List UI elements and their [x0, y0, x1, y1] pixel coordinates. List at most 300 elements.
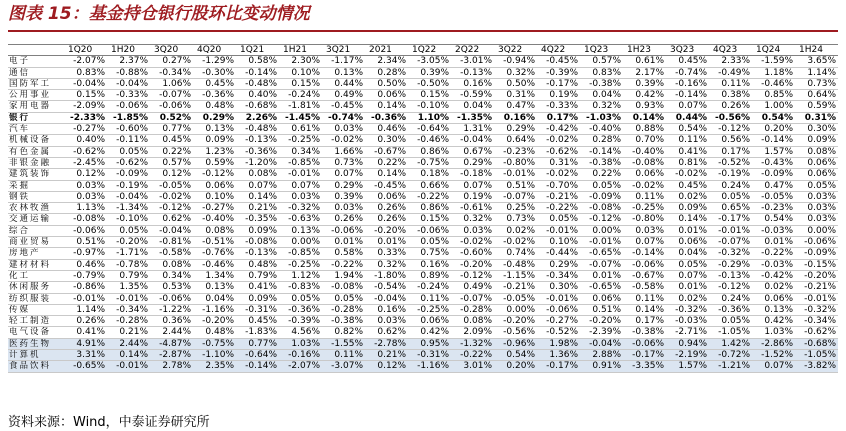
table-cell: -0.28%: [116, 316, 148, 327]
table-cell: -0.36%: [202, 90, 234, 101]
table-cell: 0.26%: [334, 214, 363, 225]
table-cell: 0.26%: [377, 203, 406, 214]
table-cell: -0.16%: [279, 350, 322, 361]
table-cell: -0.52%: [546, 327, 578, 338]
table-row: [8, 67, 838, 78]
table-cell: -0.03%: [761, 225, 793, 236]
table-cell: 0.85%: [764, 90, 793, 101]
table-cell: -0.03%: [675, 316, 707, 327]
table-cell: 0.07%: [334, 169, 363, 180]
table-cell: -0.46%: [202, 259, 234, 270]
table-cell: -0.17%: [623, 350, 666, 361]
column-header: 1H21: [279, 45, 322, 56]
row-label: 通信: [9, 67, 31, 78]
table-cell: -0.01%: [288, 169, 320, 180]
table-cell: -0.20%: [202, 316, 234, 327]
table-cell: -1.83%: [245, 327, 277, 338]
table-cell: 4.56%: [291, 327, 320, 338]
table-row: [8, 112, 838, 123]
table-cell: -0.56%: [503, 327, 535, 338]
table-cell: -0.14%: [236, 361, 279, 372]
table-cell: -0.19%: [718, 169, 750, 180]
table-cell: 0.47%: [506, 101, 535, 112]
table-cell: 0.15%: [291, 78, 320, 89]
table-cell: 0.29%: [463, 157, 492, 168]
table-cell: 0.17%: [721, 146, 750, 157]
table-cell: -0.02%: [331, 135, 363, 146]
row-label: 有色金属: [9, 146, 52, 157]
table-cell: 0.16%: [420, 259, 449, 270]
column-header: 4Q22: [537, 45, 580, 56]
table-row: [8, 203, 838, 214]
table-cell: 0.30%: [807, 124, 836, 135]
table-cell: 0.64%: [807, 90, 836, 101]
table-cell: 0.09%: [807, 135, 836, 146]
table-cell: 0.51%: [76, 237, 105, 248]
table-cell: -0.08%: [245, 237, 277, 248]
table-cell: 0.06%: [377, 191, 406, 202]
table-row: [8, 304, 838, 315]
table-cell: -0.28%: [331, 304, 363, 315]
table-cell: -0.01%: [73, 293, 105, 304]
table-cell: 2.78%: [150, 361, 193, 372]
table-cell: -0.70%: [546, 180, 578, 191]
table-cell: -0.68%: [245, 101, 277, 112]
table-cell: -0.01%: [546, 293, 578, 304]
table-cell: 0.51%: [506, 180, 535, 191]
table-cell: -0.40%: [632, 146, 664, 157]
table-cell: -0.04%: [73, 78, 105, 89]
table-cell: 0.38%: [721, 90, 750, 101]
table-cell: 0.06%: [592, 293, 621, 304]
table-cell: 0.13%: [764, 304, 793, 315]
table-cell: -1.45%: [285, 112, 320, 123]
table-row: [8, 101, 838, 112]
table-cell: 0.45%: [162, 135, 191, 146]
row-label: 公用事业: [9, 90, 52, 101]
table-cell: 0.41%: [678, 146, 707, 157]
table-cell: 0.32%: [463, 214, 492, 225]
table-cell: -2.33%: [70, 112, 105, 123]
table-cell: -0.33%: [546, 101, 578, 112]
table-cell: 0.49%: [334, 90, 363, 101]
table-cell: 0.13%: [291, 225, 320, 236]
table-cell: -0.13%: [245, 248, 277, 259]
table-cell: 0.48%: [248, 259, 277, 270]
table-cell: 0.03%: [291, 191, 320, 202]
table-cell: -0.06%: [623, 338, 666, 349]
table-cell: -0.07%: [503, 191, 535, 202]
table-row: [8, 270, 838, 281]
table-cell: 0.07%: [248, 180, 277, 191]
table-cell: -0.24%: [417, 282, 449, 293]
table-cell: 0.05%: [721, 191, 750, 202]
table-cell: 0.12%: [365, 361, 408, 372]
table-cell: -0.20%: [503, 316, 535, 327]
table-cell: 1.18%: [764, 67, 793, 78]
table-cell: -0.58%: [632, 282, 664, 293]
table-cell: 0.09%: [678, 203, 707, 214]
column-header: 1H23: [623, 45, 666, 56]
table-cell: 0.09%: [205, 135, 234, 146]
table-cell: -0.02%: [546, 135, 578, 146]
table-cell: -0.42%: [546, 124, 578, 135]
table-cell: -0.03%: [761, 259, 793, 270]
table-cell: -0.80%: [503, 157, 535, 168]
table-cell: 0.26%: [76, 316, 105, 327]
table-row: [8, 90, 838, 101]
table-cell: -0.06%: [116, 101, 148, 112]
column-header: 2021: [365, 45, 408, 56]
table-cell: 1.03%: [279, 338, 322, 349]
table-cell: 0.58%: [248, 56, 277, 67]
table-cell: 0.67%: [463, 146, 492, 157]
table-cell: 0.04%: [678, 248, 707, 259]
table-cell: 0.51%: [592, 304, 621, 315]
table-cell: 0.75%: [420, 248, 449, 259]
table-cell: -0.06%: [546, 304, 578, 315]
table-cell: -0.06%: [159, 293, 191, 304]
table-cell: 0.48%: [205, 327, 234, 338]
table-cell: -0.85%: [288, 157, 320, 168]
table-cell: 0.03%: [76, 191, 105, 202]
table-cell: 0.56%: [721, 135, 750, 146]
table-cell: 0.07%: [752, 361, 795, 372]
table-cell: 0.31%: [804, 112, 836, 123]
table-cell: -0.36%: [288, 304, 320, 315]
table-cell: -1.81%: [288, 101, 320, 112]
table-cell: -1.16%: [202, 304, 234, 315]
table-cell: -0.07%: [159, 90, 191, 101]
table-cell: -0.59%: [460, 90, 492, 101]
table-cell: 0.39%: [420, 67, 449, 78]
table-cell: -3.07%: [322, 361, 365, 372]
table-cell: 0.14%: [248, 191, 277, 202]
table-cell: -2.19%: [666, 350, 709, 361]
table-cell: 0.14%: [635, 304, 664, 315]
table-cell: 0.13%: [205, 124, 234, 135]
table-cell: 0.17%: [546, 112, 578, 123]
table-cell: 0.08%: [463, 316, 492, 327]
table-cell: 0.83%: [592, 67, 621, 78]
table-cell: 0.18%: [420, 169, 449, 180]
table-cell: 0.26%: [721, 101, 750, 112]
table-cell: 0.61%: [635, 56, 664, 67]
table-cell: 0.09%: [248, 225, 277, 236]
row-label: 家用电器: [9, 101, 52, 112]
table-cell: 0.00%: [506, 304, 535, 315]
table-cell: 0.65%: [721, 203, 750, 214]
table-cell: 0.01%: [678, 225, 707, 236]
table-cell: -0.06%: [632, 259, 664, 270]
table-cell: 0.34%: [291, 146, 320, 157]
table-cell: 2.44%: [107, 338, 150, 349]
table-cell: 0.20%: [764, 124, 793, 135]
table-cell: 0.11%: [322, 350, 365, 361]
table-cell: 0.74%: [506, 248, 535, 259]
table-cell: -0.14%: [589, 146, 621, 157]
table-cell: -0.79%: [73, 270, 105, 281]
table-cell: -0.09%: [761, 169, 793, 180]
table-cell: 0.02%: [678, 293, 707, 304]
table-cell: 0.40%: [76, 135, 105, 146]
table-cell: -0.01%: [116, 293, 148, 304]
table-cell: -0.65%: [64, 361, 107, 372]
table-cell: -0.30%: [202, 67, 234, 78]
table-cell: -0.40%: [202, 214, 234, 225]
table-row: [8, 191, 838, 202]
table-cell: 0.29%: [549, 259, 578, 270]
table-cell: -0.45%: [374, 180, 406, 191]
row-label: 医药生物: [8, 338, 64, 349]
table-row: [8, 225, 838, 236]
table-cell: 0.11%: [635, 191, 664, 202]
row-label: 纺织服装: [9, 293, 52, 304]
row-label: 休闲服务: [9, 282, 52, 293]
table-cell: -0.21%: [546, 191, 578, 202]
table-cell: -0.12%: [460, 270, 492, 281]
table-cell: 0.08%: [248, 169, 277, 180]
table-cell: -1.34%: [116, 203, 148, 214]
table-cell: 0.03%: [807, 203, 836, 214]
table-cell: 0.16%: [377, 304, 406, 315]
table-cell: 0.22%: [592, 169, 621, 180]
table-cell: 0.30%: [549, 282, 578, 293]
table-cell: -0.02%: [632, 180, 664, 191]
table-cell: 0.26%: [377, 214, 406, 225]
table-cell: 0.22%: [162, 146, 191, 157]
column-header: 1H20: [107, 45, 150, 56]
table-cell: -1.21%: [709, 361, 752, 372]
table-cell: -1.52%: [752, 350, 795, 361]
table-cell: -1.55%: [322, 338, 365, 349]
table-cell: -0.14%: [761, 135, 793, 146]
table-cell: 0.05%: [334, 293, 363, 304]
table-cell: -0.04%: [374, 293, 406, 304]
table-cell: 0.04%: [592, 90, 621, 101]
table-cell: -1.71%: [116, 248, 148, 259]
table-cell: -0.45%: [331, 101, 363, 112]
table-cell: 0.32%: [377, 259, 406, 270]
table-cell: -0.20%: [116, 237, 148, 248]
table-cell: 0.01%: [334, 237, 363, 248]
table-cell: 0.73%: [807, 78, 836, 89]
table-cell: -0.24%: [288, 90, 320, 101]
table-cell: 0.44%: [675, 112, 707, 123]
table-cell: -0.22%: [417, 191, 449, 202]
table-cell: -1.22%: [159, 304, 191, 315]
table-cell: 0.91%: [580, 361, 623, 372]
table-cell: -0.45%: [546, 56, 578, 67]
table-cell: -0.63%: [288, 214, 320, 225]
table-cell: -0.62%: [116, 157, 148, 168]
table-cell: 0.00%: [807, 225, 836, 236]
row-label: 农林牧渔: [9, 203, 52, 214]
table-cell: -0.58%: [159, 248, 191, 259]
table-cell: 0.05%: [592, 180, 621, 191]
table-cell: 0.66%: [420, 180, 449, 191]
table-cell: -0.97%: [73, 248, 105, 259]
row-label: 钢铁: [9, 191, 31, 202]
table-cell: 0.04%: [463, 101, 492, 112]
table-cell: 0.07%: [678, 101, 707, 112]
table-cell: 0.89%: [420, 270, 449, 281]
table-cell: 0.45%: [205, 78, 234, 89]
table-row: [8, 327, 838, 338]
table-cell: -0.02%: [503, 237, 535, 248]
table-cell: -0.12%: [718, 282, 750, 293]
table-cell: -0.13%: [460, 67, 492, 78]
source-note: 资料来源：Wind，中泰证券研究所: [8, 415, 210, 430]
table-row: [8, 293, 838, 304]
table-cell: -3.05%: [417, 56, 449, 67]
table-cell: 0.05%: [291, 293, 320, 304]
table-cell: -0.80%: [632, 214, 664, 225]
table-cell: 0.10%: [549, 237, 578, 248]
table-cell: -0.12%: [159, 203, 191, 214]
table-cell: 0.08%: [807, 146, 836, 157]
table-cell: -0.09%: [804, 248, 836, 259]
table-cell: 0.95%: [408, 338, 451, 349]
table-cell: 1.00%: [764, 101, 793, 112]
row-label: 电气设备: [9, 327, 52, 338]
table-cell: -0.27%: [73, 124, 105, 135]
table-cell: 0.32%: [506, 67, 535, 78]
table-cell: -0.19%: [116, 180, 148, 191]
table-cell: -0.42%: [761, 270, 793, 281]
table-row: [8, 78, 838, 89]
table-cell: 0.24%: [721, 180, 750, 191]
table-cell: -0.04%: [116, 191, 148, 202]
table-cell: 0.41%: [76, 327, 105, 338]
table-cell: -1.20%: [245, 157, 277, 168]
table-cell: 1.57%: [666, 361, 709, 372]
table-cell: 1.06%: [162, 78, 191, 89]
table-cell: -3.01%: [460, 56, 492, 67]
table-cell: -0.07%: [589, 259, 621, 270]
table-cell: 0.05%: [549, 214, 578, 225]
table-cell: 0.13%: [205, 282, 234, 293]
row-label: 电子: [9, 56, 31, 67]
column-header: 1Q21: [236, 45, 279, 56]
table-cell: -0.12%: [718, 124, 750, 135]
table-cell: 0.27%: [162, 56, 191, 67]
column-header: 1Q22: [408, 45, 451, 56]
table-cell: 0.06%: [807, 169, 836, 180]
table-cell: 0.06%: [377, 90, 406, 101]
table-cell: 0.46%: [377, 124, 406, 135]
table-cell: 0.03%: [334, 203, 363, 214]
table-cell: -0.44%: [546, 248, 578, 259]
table-cell: 0.05%: [420, 237, 449, 248]
table-cell: -0.27%: [202, 203, 234, 214]
table-cell: 2.17%: [635, 67, 664, 78]
table-cell: -0.25%: [632, 203, 664, 214]
table-cell: 0.06%: [635, 169, 664, 180]
table-cell: -0.48%: [245, 78, 277, 89]
table-cell: 0.19%: [463, 191, 492, 202]
table-cell: 0.54%: [764, 214, 793, 225]
table-cell: 0.01%: [592, 270, 621, 281]
header-corner: [8, 45, 64, 56]
table-cell: 0.21%: [365, 350, 408, 361]
table-cell: -0.62%: [804, 327, 836, 338]
row-label: 化工: [9, 270, 31, 281]
table-cell: 0.16%: [463, 78, 492, 89]
table-cell: 0.29%: [202, 112, 234, 123]
table-cell: -0.01%: [718, 225, 750, 236]
table-cell: 0.06%: [678, 237, 707, 248]
table-cell: 0.45%: [678, 180, 707, 191]
table-cell: 0.29%: [506, 124, 535, 135]
table-cell: -0.12%: [589, 214, 621, 225]
table-cell: 0.05%: [807, 180, 836, 191]
table-cell: 0.07%: [678, 270, 707, 281]
table-cell: -0.06%: [159, 101, 191, 112]
table-cell: -0.02%: [675, 169, 707, 180]
table-cell: 0.42%: [764, 316, 793, 327]
column-header: 1Q20: [64, 45, 107, 56]
table-cell: 1.98%: [537, 338, 580, 349]
table-cell: 0.79%: [119, 270, 148, 281]
table-cell: 0.01%: [678, 282, 707, 293]
table-cell: -0.08%: [632, 157, 664, 168]
table-cell: 0.11%: [635, 293, 664, 304]
table-cell: 0.21%: [119, 327, 148, 338]
table-row: [8, 248, 838, 259]
table-cell: -0.25%: [288, 135, 320, 146]
table-cell: 0.54%: [494, 350, 537, 361]
table-cell: -2.09%: [73, 101, 105, 112]
table-cell: 0.28%: [377, 67, 406, 78]
table-body: [8, 56, 838, 372]
header-row: [8, 45, 838, 56]
table-cell: 0.02%: [764, 282, 793, 293]
table-cell: -0.01%: [107, 361, 150, 372]
table-cell: 0.30%: [377, 135, 406, 146]
table-cell: -0.21%: [804, 282, 836, 293]
table-cell: 0.06%: [205, 180, 234, 191]
table-cell: -0.01%: [546, 225, 578, 236]
table-cell: 0.54%: [761, 112, 793, 123]
table-cell: -0.16%: [675, 78, 707, 89]
column-header: 1Q23: [580, 45, 623, 56]
table-cell: -1.80%: [374, 270, 406, 281]
table-cell: 4.91%: [64, 338, 107, 349]
table-cell: 1.14%: [807, 67, 836, 78]
table-cell: -2.78%: [365, 338, 408, 349]
table-cell: -0.06%: [417, 225, 449, 236]
table-cell: -0.21%: [503, 282, 535, 293]
table-cell: 0.28%: [592, 135, 621, 146]
table-cell: 0.05%: [721, 316, 750, 327]
table-cell: 0.24%: [721, 293, 750, 304]
table-cell: -0.22%: [451, 350, 494, 361]
table-cell: -0.20%: [804, 270, 836, 281]
table-cell: 0.77%: [162, 124, 191, 135]
table-cell: -0.04%: [460, 135, 492, 146]
table-cell: -0.46%: [417, 135, 449, 146]
table-cell: 0.19%: [549, 90, 578, 101]
table-cell: -0.51%: [202, 237, 234, 248]
table-cell: -0.32%: [288, 203, 320, 214]
table-cell: -1.05%: [718, 327, 750, 338]
table-cell: -0.33%: [116, 90, 148, 101]
column-header: 3Q20: [150, 45, 193, 56]
table-cell: -0.18%: [460, 169, 492, 180]
table-cell: 0.41%: [248, 282, 277, 293]
column-header: 4Q20: [193, 45, 236, 56]
